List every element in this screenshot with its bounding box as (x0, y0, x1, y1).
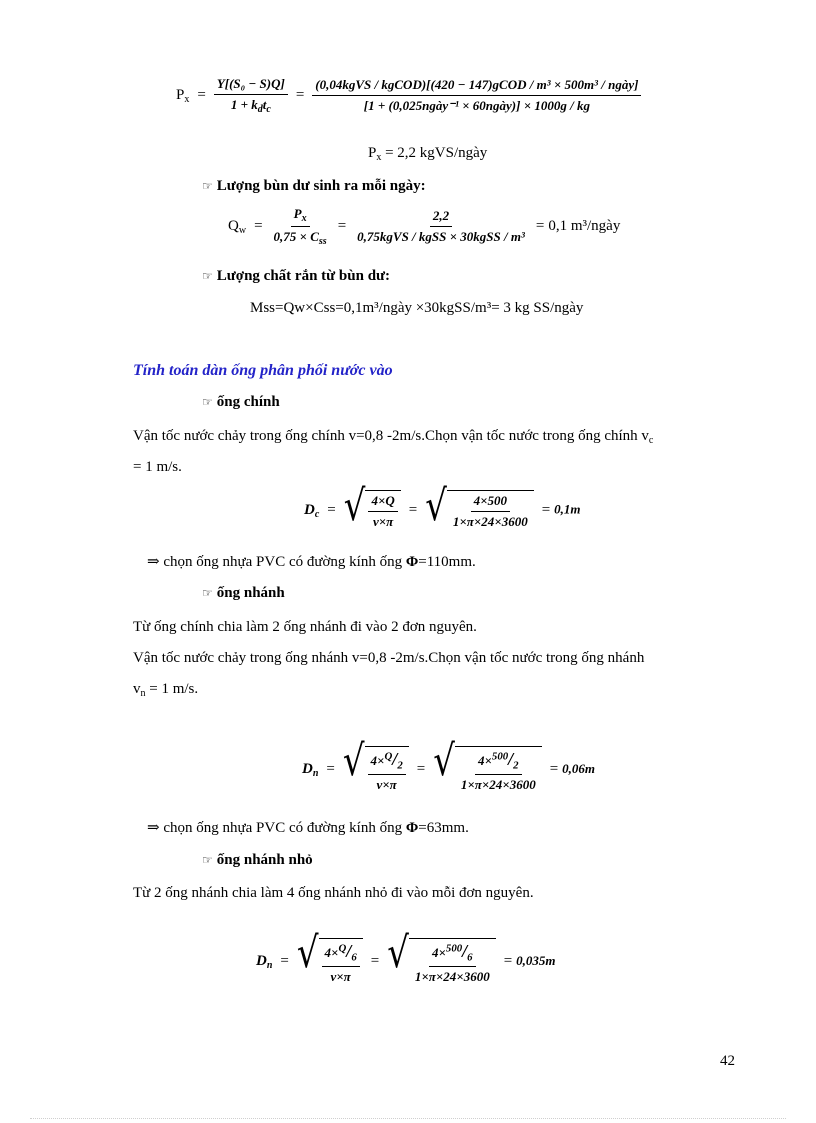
dc-lhs: $D_c$ (304, 501, 320, 520)
page-bottom-divider (30, 1118, 786, 1119)
px-result: $P_x = 2,2$ kgVS/ngày (368, 145, 488, 163)
pointing-hand-icon: ☞ (202, 179, 213, 193)
page-number: 42 (720, 1053, 735, 1069)
dn-small-sqrt-2: √ $\frac{4\times^{500}/_6}{1\times\pi\times 24\times 3600}$ (387, 938, 496, 985)
pointing-hand-icon: ☞ (202, 395, 213, 409)
section-heading: Tính toán dàn ống phân phối nước vào (133, 362, 393, 379)
dn-branch-lhs: $D_n$ (302, 760, 319, 779)
qw-lhs: $Q_w$ (228, 218, 247, 237)
formula-qw: $Q_w$ = $\frac{P_x}{0,75 \times C_{ss}}$ = $\frac{2,2}{\text{0,75kgVS / kgSS × 30kgSS / m³}}$ = 0,1 m³/ngày (228, 206, 621, 247)
main-pipe-para1: Vận tốc nước chảy trong ống chính v=0,8 -2m/s.Chọn vận tốc nước trong ống chính $v_c$ (133, 428, 654, 446)
dn-small-sqrt-1: √ $\frac{4\times^Q/_6}{v\times\pi}$ (297, 938, 363, 985)
branch-pipe-para3: $v_n = 1$ m/s. (133, 681, 199, 699)
dn-branch-sqrt-1: √ $\frac{4\times^Q/_2}{v\times\pi}$ (343, 746, 409, 793)
dc-sqrt-1: √ $\frac{4\times Q}{v\times\pi}$ (344, 490, 401, 530)
main-pipe-title: ☞ ống chính (202, 394, 280, 410)
dc-result: 0,1m (554, 501, 581, 517)
solids-title: ☞ Lượng chất rắn từ bùn dư: (202, 268, 391, 284)
dn-branch-sqrt-2: √ $\frac{4\times^{500}/_2}{1\times\pi\times 24\times 3600}$ (433, 746, 542, 793)
pointing-hand-icon: ☞ (202, 269, 213, 283)
formula-dn-small: $D_n$ = √ $\frac{4\times^Q/_6}{v\times\pi}$ = √ $\frac{4\times^{500}/_6}{1\times\pi\times 24\times 3600}$ = 0,035m (256, 928, 556, 984)
px-fraction-1: $\frac{\text{Y[(S₀ − S)Q]}}{1 + k_dt_c}$ (214, 76, 288, 115)
qw-fraction-2: $\frac{2,2}{\text{0,75kgVS / kgSS × 30kgSS / m³}}$ (357, 208, 525, 244)
qw-fraction-1: $\frac{P_x}{0,75 \times C_{ss}}$ (273, 206, 327, 247)
pointing-hand-icon: ☞ (202, 586, 213, 600)
dn-small-result: 0,035m (516, 952, 556, 968)
formula-dn-branch: $D_n$ = √ $\frac{4\times^Q/_2}{v\times\pi}$ = √ $\frac{4\times^{500}/_2}{1\times\pi\times 24\times 3600}$ = 0,06m (302, 736, 596, 792)
qw-result: 0,1 m³/ngày (548, 218, 621, 235)
branch-pipe-choice: ⇒ chọn ống nhựa PVC có đường kính ống Φ=63mm. (147, 820, 469, 836)
solids-line: Mss=Qw×Css=0,1m³/ngày ×30kgSS/m³= 3 kg SS/ngày (250, 300, 584, 316)
small-branch-para1: Từ 2 ống nhánh chia làm 4 ống nhánh nhỏ đi vào mỗi đơn nguyên. (133, 885, 534, 901)
pointing-hand-icon: ☞ (202, 853, 213, 867)
small-branch-title: ☞ ống nhánh nhỏ (202, 852, 313, 868)
branch-pipe-para2: Vận tốc nước chảy trong ống nhánh v=0,8 -2m/s.Chọn vận tốc nước trong ống nhánh (133, 650, 645, 666)
dn-small-lhs: $D_n$ (256, 952, 273, 971)
sludge-title: ☞ Lượng bùn dư sinh ra mỗi ngày: (202, 178, 426, 194)
px-lhs: $P_x$ (176, 87, 190, 106)
dc-sqrt-2: √ $\frac{4\times 500}{1\times\pi\times 24\times 3600}$ (425, 490, 534, 530)
formula-px: $P_x$ = $\frac{\text{Y[(S₀ − S)Q]}}{1 + k_dt_c}$ = $\frac{\text{(0,04kgVS / kgCOD)[(420 − 147)gCOD / m³ × 500m³ / ngày]}}{\text{[1 + (0,025ngày⁻¹ × 60ngày)] × 1000g / kg}}$ (176, 76, 641, 115)
main-pipe-para2: = 1 m/s. (133, 459, 182, 475)
branch-pipe-para1: Từ ống chính chia làm 2 ống nhánh đi vào 2 đơn nguyên. (133, 619, 477, 635)
dn-branch-result: 0,06m (562, 760, 596, 776)
branch-pipe-title: ☞ ống nhánh (202, 585, 285, 601)
formula-dc: $D_c$ = √ $\frac{4\times Q}{v\times\pi}$ = √ $\frac{4\times 500}{1\times\pi\times 24\times 3600}$ = 0,1m (304, 481, 581, 532)
main-pipe-choice: ⇒ chọn ống nhựa PVC có đường kính ống Φ=110mm. (147, 554, 476, 570)
px-fraction-2: $\frac{\text{(0,04kgVS / kgCOD)[(420 − 147)gCOD / m³ × 500m³ / ngày]}}{\text{[1 + (0,025ngày⁻¹ × 60ngày)] × 1000g / kg}}$ (312, 77, 641, 114)
